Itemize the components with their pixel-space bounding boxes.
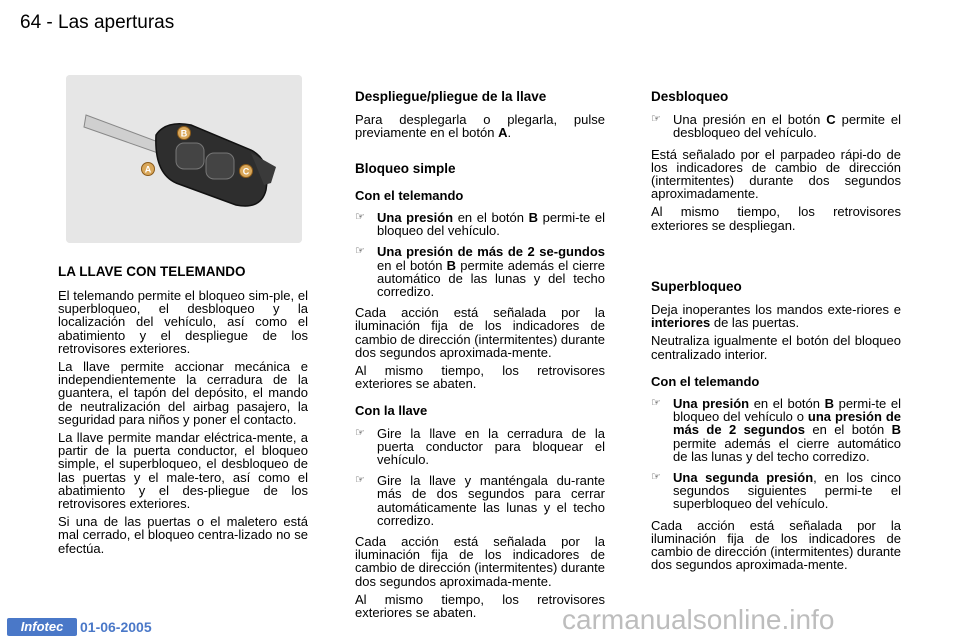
mid-paragraph-retro: Al mismo tiempo, los retrovisores exteriores se abaten. [355, 363, 605, 392]
mid-paragraph-accion-2: Cada acción está señalada por la iluminación fija de los indicadores de cambio de dirección (intermitentes) durante dos segundos aproximada-mente. [355, 534, 606, 589]
right-paragraph-4: Neutraliza igualmente el botón del bloqueo centralizado interior. [651, 333, 901, 362]
bullet-button-ref-2: B [891, 422, 901, 438]
despliegue-text-body: Para desplegarla o plegarla, pulse previamente en el botón [355, 112, 605, 141]
bullet-button-ref: B [446, 257, 457, 273]
bullet-text: en el botón [377, 257, 447, 273]
page-header [20, 12, 174, 34]
pointing-hand-icon: ☞ [651, 471, 661, 484]
bullet-bold: Una segunda presión [673, 470, 814, 486]
pointing-hand-icon: ☞ [355, 474, 365, 487]
bullet-text-end: permite el desbloqueo del vehículo. [673, 112, 901, 141]
heading-desbloqueo: Desbloqueo [651, 89, 729, 104]
key-label-c: C [242, 166, 250, 177]
pointing-hand-icon: ☞ [355, 245, 365, 258]
pointing-hand-icon: ☞ [355, 211, 365, 224]
key-remote-drawing [66, 75, 302, 243]
header-separator: - [41, 12, 59, 33]
middle-column [355, 90, 605, 624]
mid-paragraph-retro-2: Al mismo tiempo, los retrovisores exteriores se abaten. [355, 591, 605, 621]
bullet-text: en el botón [453, 210, 529, 226]
bullet-text-end: permite además el cierre automático de las lunas y del techo corredizo. [377, 257, 605, 300]
heading-superbloqueo: Superbloqueo [651, 278, 742, 294]
left-paragraph-2: La llave permite accionar mecánica e independientemente la cerradura de la guantera, el tapón del depósito, el mando de neutralización del airbag pasajero, la seguridad para niños y poner el contacto. [58, 359, 308, 427]
left-title: LA LLAVE CON TELEMANDO [58, 264, 246, 279]
right-paragraph-3 [651, 303, 901, 329]
subheading-telemando: Con el telemando [355, 187, 464, 203]
p3-start: Deja inoperantes los mandos exte-riores e [651, 302, 901, 318]
list-item [355, 427, 605, 467]
bullet-text-end: , en los cinco segundos siguientes permi-te el superbloqueo del vehículo. [673, 470, 901, 512]
list-item [355, 211, 605, 237]
bullet-bold: Una presión de más de 2 se-gundos [377, 244, 605, 260]
left-column [58, 289, 308, 560]
despliegue-text-end: . [507, 125, 512, 141]
bullet-button-ref: B [528, 210, 538, 226]
left-paragraph-1: El telemando permite el bloqueo sim-ple, el superbloqueo, el desbloqueo y la localización del vehículo, así como el abatimiento y el despliegue de los retrovisores exteriores. [58, 288, 308, 356]
footer-date: 01-06-2005 [80, 619, 152, 635]
p3-end: de las puertas. [710, 315, 800, 331]
despliegue-text [355, 113, 605, 139]
right-paragraph-5: Cada acción está señalada por la iluminación fija de los indicadores de cambio de dirección (intermitentes) durante dos segundos aproximada-mente. [651, 517, 902, 573]
right-paragraph-1: Está señalado por el parpadeo rápi-do de los indicadores de cambio de dirección (intermitentes) durante dos segundos aproximadamente. [651, 146, 901, 202]
heading-despliegue: Despliegue/pliegue de la llave [355, 89, 547, 104]
bullet-button-ref: C [826, 112, 836, 128]
bullet-button-ref: B [824, 396, 834, 412]
subheading-telemando-2: Con el telemando [651, 373, 760, 389]
list-item [355, 245, 605, 298]
left-paragraph-3: La llave permite mandar eléctrica-mente, a partir de la puerta conductor, el bloqueo simple, el superbloqueo, el desbloqueo de las puertas y el male-tero, así como el abatimiento y el des-pliegue de los retrovisores exteriores. [58, 430, 308, 512]
page-number: 64 [20, 12, 42, 33]
bullet-bold: Una presión [673, 396, 750, 412]
list-item [355, 474, 605, 527]
bullet-text-end: permite además el cierre automático de las lunas y del techo corredizo. [673, 435, 901, 464]
bullet-text-2: en el botón [804, 422, 892, 438]
p3-bold: interiores [651, 315, 711, 331]
bullet-bold: Una presión [377, 210, 454, 226]
key-illustration [66, 75, 302, 243]
list-item [651, 397, 901, 463]
key-label-b: B [180, 128, 188, 139]
bullet-text: Gire la llave y manténgala du-rante más de dos segundos para cerrar automáticamente las lunas y el techo corredizo. [377, 473, 605, 528]
left-paragraph-4: Si una de las puertas o el maletero está mal cerrado, el bloqueo centra-lizado no se efectúa. [58, 514, 308, 556]
subheading-llave: Con la llave [355, 403, 428, 419]
bullet-text: Una presión en el botón [673, 112, 827, 128]
bullet-text-end: permi-te el bloqueo del vehículo. [377, 210, 605, 239]
bullet-text: en el botón [749, 396, 825, 412]
despliegue-button-ref: A [498, 125, 508, 141]
list-item [651, 471, 901, 511]
pointing-hand-icon: ☞ [355, 426, 365, 439]
key-label-a: A [144, 164, 152, 175]
pointing-hand-icon: ☞ [651, 113, 661, 126]
watermark: carmanualsonline.info [562, 604, 835, 635]
bullet-text-mid: permi-te el bloqueo del vehículo o [673, 396, 901, 425]
bullet-text: Gire la llave en la cerradura de la puerta conductor para bloquear el vehículo. [377, 425, 605, 468]
pointing-hand-icon: ☞ [651, 397, 661, 410]
list-item [651, 113, 901, 139]
heading-bloqueo-simple: Bloqueo simple [355, 160, 456, 176]
right-column [651, 90, 901, 576]
infotec-logo: Infotec [7, 618, 77, 636]
page-section-title: Las aperturas [58, 12, 175, 33]
mid-paragraph-accion: Cada acción está señalada por la iluminación fija de los indicadores de cambio de dirección (intermitentes) durante dos segundos aproximada-mente. [355, 305, 606, 360]
bullet-bold-2: una presión de más de 2 segundos [673, 409, 901, 438]
right-paragraph-2: Al mismo tiempo, los retrovisores exteriores se despliegan. [651, 204, 901, 233]
